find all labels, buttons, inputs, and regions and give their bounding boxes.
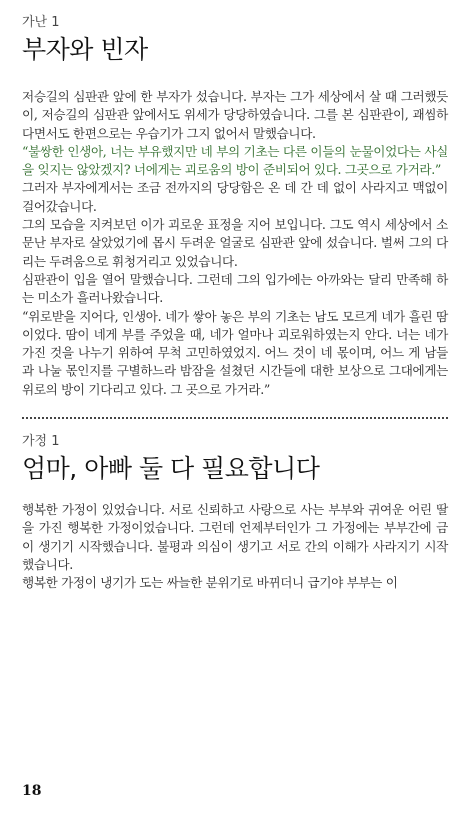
section-label: 가난 1	[22, 15, 60, 30]
section-title: 부자와 빈자	[22, 35, 148, 64]
paragraph: 그의 모습을 지켜보던 이가 괴로운 표정을 지어 보입니다. 그도 역시 세상에서 소문난 부자로 살았었기에 몹시 두려운 얼굴로 심판관 앞에 섰습니다. 벌써 그의 다리는 두려움으로 휘청거리고 있었습니다.	[22, 217, 448, 269]
paragraph: 행복한 가정이 있었습니다. 서로 신뢰하고 사랑으로 사는 부부와 귀여운 어린 딸을 가진 행복한 가정이었습니다. 그런데 언제부터인가 그 가정에는 부부간에 금이 생기기 시작했습니다. 불평과 의심이 생기고 서로 간의 이해가 사라지기 시작했습니다.	[22, 502, 448, 572]
paragraph: 저승길의 심판관 앞에 한 부자가 섰습니다. 부자는 그가 세상에서 살 때 그러했듯이, 저승길의 심판관 앞에서도 위세가 당당하였습니다. 그를 본 심판관이, 괘씸하다면서도 한편으로는 우습기가 그지 없어서 말했습니다.	[22, 89, 448, 141]
section-divider	[22, 417, 448, 419]
paragraph-quote: “위로받을 지어다, 인생아. 네가 쌓아 놓은 부의 기초는 남도 모르게 네가 흘린 땀이었다. 땀이 네게 부를 주었을 때, 네가 얼마나 괴로워하였는지 안다. 너는 네가 가진 것을 나누기 위하여 무척 고민하였었지. 어느 것이 네 몫이며, 어느 게 남들과 나눌 몫인지를 구별하느라 밤잠을 설쳤던 시간들에 대한 보상으로 그대에게는 위로의 방이 기다리고 있다. 그 곳으로 가거라.”	[22, 308, 448, 397]
section-label: 가정 1	[22, 434, 60, 450]
section-body	[22, 501, 448, 592]
page-number: 18	[22, 783, 42, 799]
paragraph-quote: “불쌍한 인생아, 너는 부유했지만 네 부의 기초는 다른 이들의 눈물이었다는 사실을 잊지는 않았겠지? 너에게는 괴로움의 방이 준비되어 있다. 그곳으로 가거라.”	[22, 143, 448, 178]
book-page	[22, 14, 448, 593]
section-title: 엄마, 아빠 둘 다 필요합니다	[22, 454, 320, 484]
paragraph: 심판관이 입을 열어 말했습니다. 그런데 그의 입가에는 아까와는 달리 만족해 하는 미소가 흘러나왔습니다.	[22, 271, 448, 306]
section-poverty	[22, 14, 448, 399]
section-family	[22, 433, 448, 592]
paragraph: 행복한 가정이 냉기가 도는 싸늘한 분위기로 바뀌더니 급기야 부부는 이	[22, 575, 398, 591]
section-body	[22, 88, 448, 399]
paragraph: 그러자 부자에게서는 조금 전까지의 당당함은 온 데 간 데 없이 사라지고 맥없이 걸어갔습니다.	[22, 180, 448, 214]
